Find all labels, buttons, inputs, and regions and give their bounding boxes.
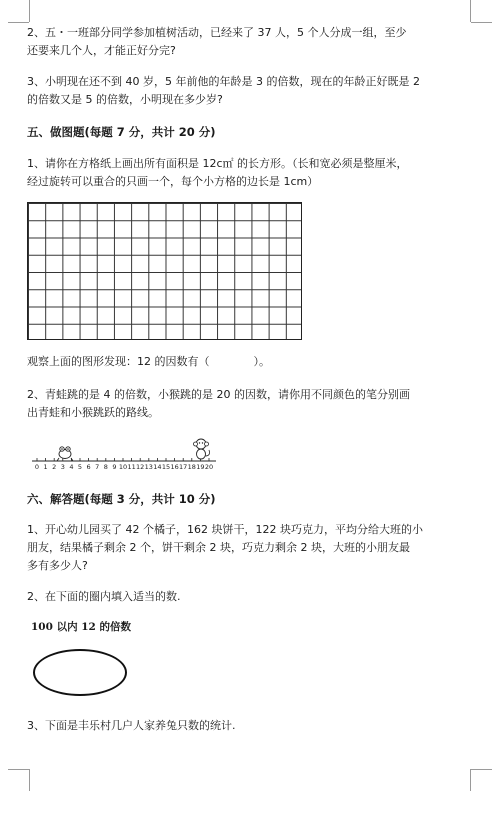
problem-3-line-2: 的倍数又是 5 的倍数，小明现在多少岁? xyxy=(27,93,223,106)
section-6-q1-line-2: 朋友，结果橘子剩余 2 个，饼干剩余 2 块，巧克力剩余 2 块，大班的小朋友最 xyxy=(27,541,410,554)
number-line-label: 13 xyxy=(144,463,153,471)
number-line-label: 6 xyxy=(86,463,91,471)
number-line-label: 18 xyxy=(187,463,196,471)
frog-icon xyxy=(57,447,73,461)
problem-2-line-1: 2、五・一班部分同学参加植树活动，已经来了 37 人，5 个人分成一组，至少 xyxy=(27,26,407,39)
problem-3-line-1: 3、小明现在还不到 40 岁，5 年前他的年龄是 3 的倍数，现在的年龄正好既是 2 xyxy=(27,75,420,88)
number-line-label: 11 xyxy=(127,463,136,471)
problem-2-line-2: 还要来几个人，才能正好分完? xyxy=(27,44,176,57)
crop-mark-bottom-left-v xyxy=(29,769,30,791)
section-6-q3: 3、下面是丰乐村几户人家养兔只数的统计. xyxy=(27,719,236,732)
number-line-label: 5 xyxy=(77,463,83,471)
number-line-label: 19 xyxy=(196,463,205,471)
number-line-label: 4 xyxy=(69,463,74,471)
factors-of-12-prompt: 观察上面的图形发现：12 的因数有（ ）。 xyxy=(27,355,270,368)
number-line-label: 1 xyxy=(43,463,48,471)
square-grid-paper[interactable] xyxy=(27,202,302,340)
crop-mark-top-right-v xyxy=(470,0,471,22)
crop-mark-top-right-h xyxy=(471,22,492,23)
number-line-label: 20 xyxy=(204,463,214,471)
monkey-icon xyxy=(194,439,210,459)
crop-mark-top-left-h xyxy=(8,22,29,23)
number-line-label: 12 xyxy=(136,463,145,471)
section-5-q2-line-1: 2、青蛙跳的是 4 的倍数，小猴跳的是 20 的因数，请你用不同颜色的笔分别画 xyxy=(27,388,410,401)
number-line-label: 9 xyxy=(112,463,117,471)
crop-mark-bottom-right-h xyxy=(471,769,492,770)
section-5-q2-line-2: 出青蛙和小猴跳跃的路线。 xyxy=(27,406,159,419)
number-line-label: 15 xyxy=(161,463,171,471)
number-line-label: 10 xyxy=(118,463,128,471)
number-line-label: 3 xyxy=(60,463,65,471)
number-line-label: 14 xyxy=(153,463,162,471)
section-5-title: 五、做图题(每题 7 分，共计 20 分) xyxy=(27,125,216,139)
number-line-label: 8 xyxy=(103,463,108,471)
section-5-q1-line-2: 经过旋转可以重合的只画一个，每个小方格的边长是 1cm） xyxy=(27,175,319,188)
section-5-q1-line-1: 1、请你在方格纸上画出所有面积是 12c㎡ 的长方形。（长和宽必须是整厘米， xyxy=(27,157,408,170)
circle-label: 100 以内 12 的倍数 xyxy=(31,621,131,633)
number-line-label: 7 xyxy=(95,463,100,471)
section-6-q1-line-3: 多有多少人? xyxy=(27,559,88,572)
crop-mark-top-left-v xyxy=(29,0,30,22)
section-6-q1-line-1: 1、开心幼儿园买了 42 个橘子，162 块饼干，122 块巧克力，平均分给大班的小 xyxy=(27,523,423,536)
number-line-label: 17 xyxy=(179,463,188,471)
section-6-q2: 2、在下面的圈内填入适当的数. xyxy=(27,590,181,603)
answer-circle[interactable] xyxy=(33,649,127,696)
number-line-label: 16 xyxy=(170,463,179,471)
number-line-label: 0 xyxy=(34,463,40,471)
crop-mark-bottom-right-v xyxy=(470,769,471,791)
number-line xyxy=(30,430,218,476)
crop-mark-bottom-left-h xyxy=(8,769,29,770)
number-line-label: 2 xyxy=(52,463,57,471)
section-6-title: 六、解答题(每题 3 分，共计 10 分) xyxy=(27,492,216,506)
